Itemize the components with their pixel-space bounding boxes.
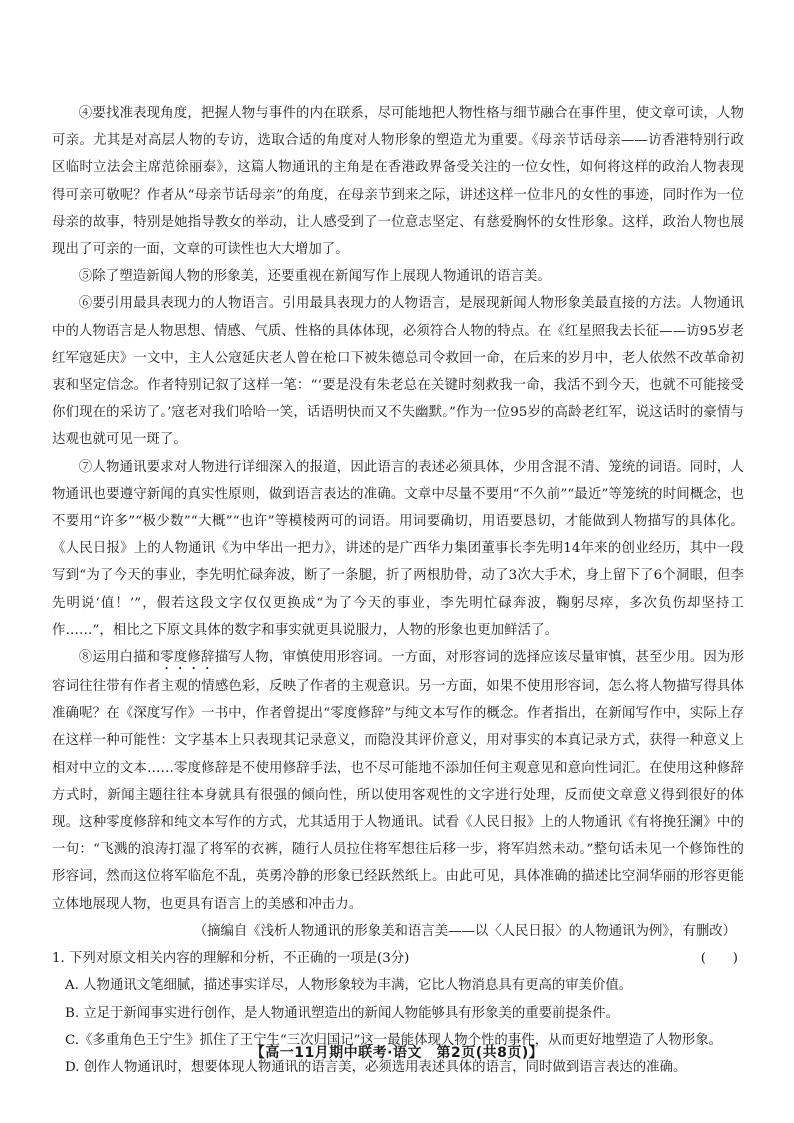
paragraph-8-body: 描写人物，审慎使用形容词。一方面，对形容词的选择应该尽量审慎，甚至少用。因为形容词往往带有作者主观的情感色彩，反映了作者的主观意识。另一方面，如果不使用形容词，怎么将人物描写得具体准确呢？在《深度写作》一书中，作者曾提出“零度修辞”与纯文本写作的概念。作者指出，在新闻写作中，实际上存在这样一种可能性：文字基本上只表现其记录意义，而隐没其评价意义，用对事实的本真记录方式，获得一种意义上相对中立的文本……零度修辞是不使用修辞手法，也不尽可能地不添加任何主观意见和意向性词汇。在使用这种修辞方式时，新闻主题往往本身就具有很强的倾向性，所以使用客观性的文字进行处理，反而使文章意义得到很好的体现。这种零度修辞和纯文本写作的方式，尤其适用于人物通讯。试看《人民日报》上的人物通讯《有将挽狂澜》中的一句：“飞溅的浪涛打湿了将军的衣裤，随行人员拉住将军想往后移一步，将军岿然未动。”整句话未见一个修饰性的形容词，然而这位将军临危不乱，英勇冷静的形象已经跃然纸上。由此可见，具体准确的描述比空洞华丽的形容更能立体地展现人物，也更具有语言上的美感和冲击力。: [52, 650, 744, 912]
option-d: D. 创作人物通讯时，想要体现人物通讯的语言美，必须选用表述具体的语言，同时做到语言表达的准确。: [65, 1059, 687, 1075]
page-footer: 【高一11月期中联考·语文 第2页(共8页)】: [250, 1045, 544, 1061]
document-body: [52, 100, 744, 1081]
question-stem: 1. 下列对原文相关内容的理解和分析，不正确的一项是(3分): [52, 951, 410, 967]
question-1: [52, 945, 744, 972]
option-b: B. 立足于新闻事实进行创作，是人物通讯塑造出的新闻人物能够具有形象美的重要前提条件。: [65, 1005, 619, 1021]
option-c: C.《多重角色王宁生》抓住了王宁生“三次归国记”这一最能体现人物个性的事件，从而更好地塑造了人物形象。: [65, 1032, 723, 1048]
paragraph-8-emphasis: 零度修辞: [160, 650, 215, 666]
paragraph-7: ⑦人物通讯要求对人物进行详细深入的报道，因此语言的表述必须具体，少用含混不清、笼统的词语。同时，人物通讯也要遵守新闻的真实性原则，做到语言表达的准确。文章中尽量不要用“不久前”“最近”等笼统的时间概念，也不要用“许多”“极少数”“大概”“也许”等模棱两可的词语。用词要确切，用语要恳切，才能做到人物描写的具体化。《人民日报》上的人物通讯《为中华出一把力》，讲述的是广西华力集团董事长李先明14年来的创业经历，其中一段写到“为了今天的事业，李先明忙碌奔波，断了一条腿，折了两根肋骨，动了3次大手术，身上留下了6个洞眼，但李先明说‘值！’”，假若这段文字仅仅更换成“为了今天的事业，李先明忙碌奔波，鞠躬尽瘁，多次负伤却坚持工作……”，相比之下原文具体的数字和事实就更具说服力，人物的形象也更加鲜活了。: [52, 459, 744, 638]
paragraph-8-lead: ⑧运用白描和: [78, 650, 161, 666]
paragraph-5: ⑤除了塑造新闻人物的形象美，还要重视在新闻写作上展现人物通讯的语言美。: [78, 269, 551, 285]
answer-bracket: ( ): [700, 951, 738, 967]
paragraph-4: ④要找准表现角度，把握人物与事件的内在联系，尽可能地把人物性格与细节融合在事件里，使文章可读，人物可亲。尤其是对高层人物的专访，选取合适的角度对人物形象的塑造尤为重要。《母亲节话母亲——访香港特别行政区临时立法会主席范徐丽泰》，这篇人物通讯的主角是在香港政界备受关注的一位女性，如何将这样的政治人物表现得可亲可敬呢？作者从“母亲节话母亲”的角度，在母亲节到来之际，讲述这样一位非凡的女性的事迹，同时作为一位母亲的故事，特别是她指导教女的举动，让人感受到了一位意志坚定、有慈爱胸怀的女性形象。这样，政治人物也展现出了可亲的一面，文章的可读性也大大增加了。: [52, 106, 744, 258]
paragraph-6: ⑥要引用最具表现力的人物语言。引用最具表现力的人物语言，是展现新闻人物形象美最直接的方法。人物通讯中的人物语言是人物思想、情感、气质、性格的具体体现，必须符合人物的特点。在《红星照我去长征——访95岁老红军寇延庆》一文中，主人公寇延庆老人曾在枪口下被朱德总司令救回一命，在后来的岁月中，老人依然不改革命初衷和坚定信念。作者特别记叙了这样一笔：“‘要是没有朱老总在关键时刻救我一命，我活不到今天，也就不可能接受你们现在的采访了。’寇老对我们哈哈一笑，话语明快而又不失幽默。”作为一位95岁的高龄老红军，说这话时的豪情与达观也就可见一斑了。: [52, 296, 744, 448]
option-a: A. 人物通讯文笔细腻，描述事实详尽，人物形象较为丰满，它比人物消息具有更高的审美价值。: [65, 978, 633, 994]
source-citation: （摘编自《浅析人物通讯的形象美和语言美——以〈人民日报〉的人物通讯为例》，有删改）: [193, 923, 736, 939]
paragraph-8: [52, 644, 744, 918]
